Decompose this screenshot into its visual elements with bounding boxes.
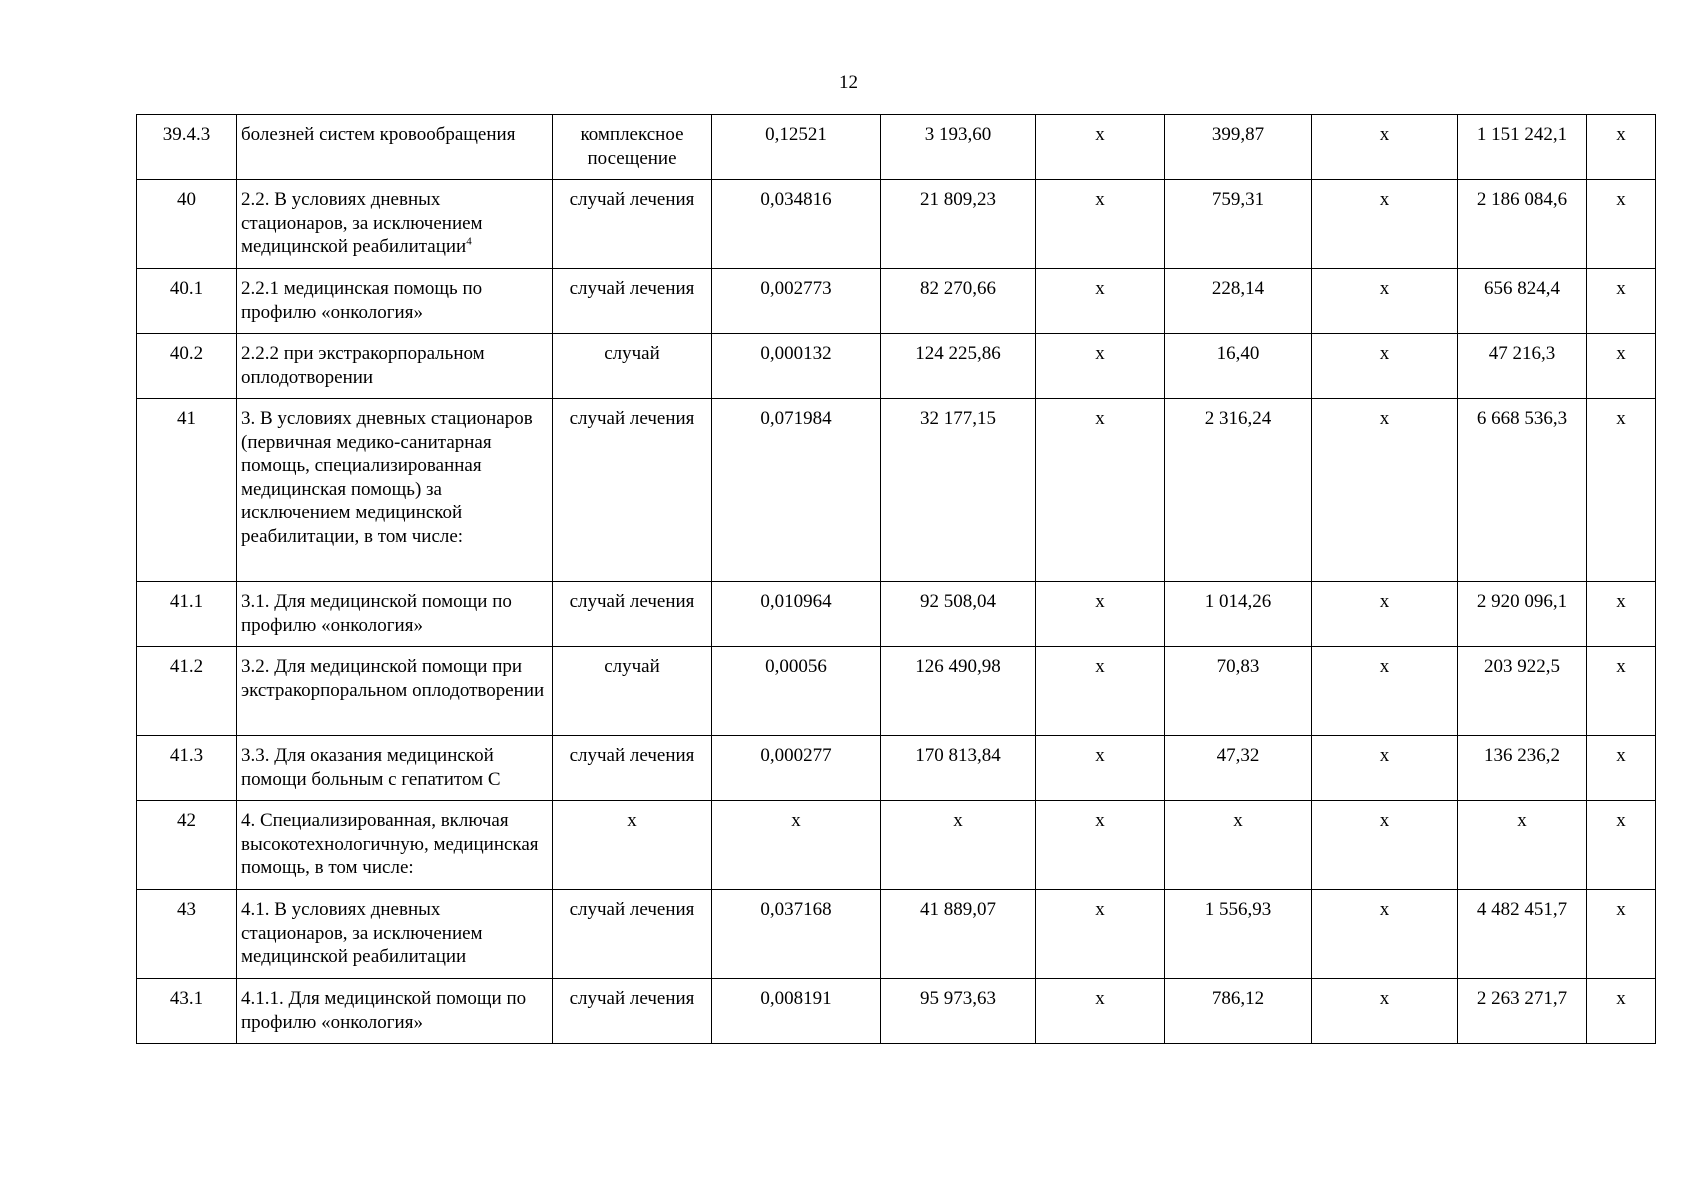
row-number-cell (137, 582, 237, 647)
col9-cell (1458, 399, 1587, 582)
table-row (137, 979, 1656, 1044)
col4-cell-text: 0,002773 (760, 278, 832, 299)
col4-cell (712, 582, 881, 647)
col6-cell (1036, 399, 1165, 582)
col8-cell-text: х (1379, 745, 1390, 766)
col10-cell (1587, 180, 1656, 269)
col5-cell (881, 334, 1036, 399)
row-name-cell-text: 4. Специализированная, включая высокотехнологичную, медицинская помощь, в том числе: (241, 810, 539, 878)
col6-cell-text: х (1095, 745, 1105, 766)
unit-cell-text: случай лечения (569, 408, 695, 429)
unit-cell (553, 399, 712, 582)
col8-cell (1312, 801, 1458, 890)
col6-cell (1036, 647, 1165, 736)
col9-cell-text: 1 151 242,1 (1476, 124, 1568, 145)
row-number-cell-text: 40.1 (169, 278, 204, 299)
col5-cell (881, 399, 1036, 582)
unit-cell-text: случай лечения (569, 591, 695, 612)
col8-cell (1312, 399, 1458, 582)
col5-cell-text: 92 508,04 (920, 591, 996, 612)
col9-cell (1458, 736, 1587, 801)
col9-cell-text: 2 186 084,6 (1476, 189, 1568, 210)
row-name-cell (237, 269, 553, 334)
footnote-marker: 4 (466, 235, 472, 248)
col7-cell (1165, 647, 1312, 736)
col8-cell-text: х (1379, 189, 1390, 210)
col5-cell (881, 269, 1036, 334)
col6-cell-text: х (1095, 899, 1105, 920)
unit-cell (553, 801, 712, 890)
col10-cell (1587, 647, 1656, 736)
row-name-cell-text: 2.2. В условиях дневных стационаров, за исключением медицинской реабилитации (241, 189, 483, 257)
col4-cell-text: 0,071984 (760, 408, 832, 429)
col7-cell (1165, 115, 1312, 180)
col7-cell-text: 1 014,26 (1204, 591, 1272, 612)
unit-cell-text: случай (604, 656, 660, 677)
col10-cell (1587, 115, 1656, 180)
col9-cell (1458, 115, 1587, 180)
col9-cell (1458, 269, 1587, 334)
col9-cell (1458, 582, 1587, 647)
col8-cell (1312, 269, 1458, 334)
col8-cell (1312, 582, 1458, 647)
col4-cell (712, 180, 881, 269)
col9-cell (1458, 801, 1587, 890)
col10-cell-text: х (1616, 745, 1626, 766)
row-name-cell-text: 4.1.1. Для медицинской помощи по профилю «онкология» (241, 988, 527, 1033)
table-row (137, 334, 1656, 399)
col10-cell-text: х (1616, 899, 1626, 920)
unit-cell-text: случай лечения (569, 899, 695, 920)
col4-cell (712, 979, 881, 1044)
col5-cell (881, 736, 1036, 801)
col10-cell-text: х (1616, 591, 1626, 612)
col10-cell-text: х (1616, 343, 1626, 364)
col10-cell-text: х (1616, 124, 1626, 145)
col7-cell-text: 70,83 (1216, 656, 1260, 677)
page-number: 12 (839, 72, 858, 93)
row-number-cell-text: 39.4.3 (162, 124, 211, 145)
col9-cell-text: 2 920 096,1 (1476, 591, 1568, 612)
col9-cell-text: 47 216,3 (1488, 343, 1556, 364)
unit-cell (553, 180, 712, 269)
table-row (137, 399, 1656, 582)
col8-cell (1312, 647, 1458, 736)
row-name-cell (237, 399, 553, 582)
col10-cell (1587, 736, 1656, 801)
row-name-cell (237, 180, 553, 269)
row-name-cell-text: 2.2.2 при экстракорпоральном оплодотворении (241, 343, 485, 388)
col8-cell-text: х (1379, 343, 1390, 364)
col7-cell (1165, 180, 1312, 269)
col8-cell-text: х (1379, 591, 1390, 612)
unit-cell (553, 582, 712, 647)
unit-cell (553, 979, 712, 1044)
col4-cell-text: 0,010964 (760, 591, 832, 612)
col6-cell-text: х (1095, 124, 1105, 145)
col4-cell-text: 0,037168 (760, 899, 832, 920)
col6-cell-text: х (1095, 591, 1105, 612)
col10-cell-text: х (1616, 408, 1626, 429)
col9-cell (1458, 647, 1587, 736)
col5-cell (881, 115, 1036, 180)
col8-cell-text: х (1379, 124, 1390, 145)
col9-cell-text: 203 922,5 (1484, 656, 1560, 677)
col9-cell-text: 136 236,2 (1484, 745, 1560, 766)
row-number-cell (137, 736, 237, 801)
col6-cell (1036, 979, 1165, 1044)
col4-cell (712, 890, 881, 979)
col5-cell-text: 41 889,07 (920, 899, 996, 920)
col7-cell (1165, 736, 1312, 801)
row-number-cell-text: 40.2 (169, 343, 204, 364)
col8-cell (1312, 890, 1458, 979)
col6-cell-text: х (1095, 343, 1105, 364)
col10-cell-text: х (1616, 988, 1626, 1009)
col6-cell-text: х (1095, 189, 1105, 210)
col8-cell-text: х (1379, 810, 1390, 831)
unit-cell (553, 269, 712, 334)
col10-cell-text: х (1616, 278, 1626, 299)
row-name-cell (237, 979, 553, 1044)
row-name-cell-text: 4.1. В условиях дневных стационаров, за исключением медицинской реабилитации (241, 899, 483, 967)
col6-cell (1036, 582, 1165, 647)
col10-cell (1587, 399, 1656, 582)
col6-cell-text: х (1095, 278, 1105, 299)
col10-cell-text: х (1616, 189, 1626, 210)
col5-cell (881, 647, 1036, 736)
col9-cell (1458, 180, 1587, 269)
col9-cell-text: 4 482 451,7 (1476, 899, 1568, 920)
col8-cell-text: х (1379, 988, 1390, 1009)
col6-cell-text: х (1095, 656, 1105, 677)
col4-cell (712, 399, 881, 582)
col10-cell-text: х (1616, 810, 1626, 831)
col7-cell-text: 399,87 (1211, 124, 1265, 145)
row-name-cell (237, 647, 553, 736)
col7-cell-text: 2 316,24 (1204, 408, 1272, 429)
row-number-cell (137, 890, 237, 979)
unit-cell (553, 890, 712, 979)
row-name-cell (237, 334, 553, 399)
table-row (137, 736, 1656, 801)
col4-cell-text: 0,000277 (760, 745, 832, 766)
unit-cell-text: х (627, 810, 637, 831)
col4-cell-text: 0,12521 (765, 124, 827, 145)
col6-cell (1036, 890, 1165, 979)
row-number-cell-text: 41 (177, 408, 196, 429)
unit-cell (553, 334, 712, 399)
unit-cell-text: случай (604, 343, 660, 364)
row-number-cell-text: 43 (177, 899, 196, 920)
unit-cell-text: комплексное посещение (580, 124, 684, 169)
col5-cell (881, 801, 1036, 890)
col7-cell (1165, 979, 1312, 1044)
row-name-cell-text: болезней систем кровообращения (241, 124, 516, 145)
table-row (137, 890, 1656, 979)
row-name-cell (237, 115, 553, 180)
col10-cell (1587, 890, 1656, 979)
col5-cell-text: 170 813,84 (915, 745, 1001, 766)
row-name-cell (237, 736, 553, 801)
col8-cell (1312, 180, 1458, 269)
col5-cell (881, 582, 1036, 647)
col9-cell (1458, 890, 1587, 979)
col7-cell (1165, 334, 1312, 399)
col5-cell-text: 95 973,63 (920, 988, 996, 1009)
col4-cell (712, 647, 881, 736)
col7-cell (1165, 801, 1312, 890)
col7-cell (1165, 582, 1312, 647)
col6-cell (1036, 334, 1165, 399)
col4-cell (712, 269, 881, 334)
col7-cell-text: 759,31 (1211, 189, 1265, 210)
col9-cell (1458, 979, 1587, 1044)
row-number-cell-text: 42 (177, 810, 196, 831)
row-number-cell (137, 180, 237, 269)
table-body (137, 115, 1656, 1044)
col5-cell-text: х (953, 810, 963, 831)
col4-cell-text: 0,00056 (765, 656, 827, 677)
row-number-cell-text: 40 (177, 189, 196, 210)
row-number-cell-text: 41.3 (169, 745, 204, 766)
col5-cell (881, 890, 1036, 979)
row-number-cell (137, 269, 237, 334)
unit-cell-text: случай лечения (569, 745, 695, 766)
col9-cell (1458, 334, 1587, 399)
row-name-cell-text: 3.1. Для медицинской помощи по профилю «онкология» (241, 591, 512, 636)
table-row (137, 647, 1656, 736)
row-number-cell (137, 979, 237, 1044)
row-number-cell (137, 801, 237, 890)
col5-cell (881, 180, 1036, 269)
col10-cell-text: х (1616, 656, 1626, 677)
col7-cell (1165, 399, 1312, 582)
unit-cell (553, 115, 712, 180)
col10-cell (1587, 801, 1656, 890)
row-number-cell-text: 41.1 (169, 591, 204, 612)
unit-cell-text: случай лечения (569, 189, 695, 210)
col9-cell-text: 656 824,4 (1484, 278, 1560, 299)
col6-cell-text: х (1095, 810, 1105, 831)
col5-cell-text: 126 490,98 (915, 656, 1001, 677)
unit-cell-text: случай лечения (569, 988, 695, 1009)
data-table (136, 114, 1656, 1044)
col4-cell (712, 334, 881, 399)
table-row (137, 180, 1656, 269)
col7-cell-text: х (1233, 810, 1243, 831)
col7-cell (1165, 269, 1312, 334)
col10-cell (1587, 979, 1656, 1044)
row-number-cell (137, 399, 237, 582)
row-name-cell (237, 801, 553, 890)
col8-cell (1312, 115, 1458, 180)
table-row (137, 115, 1656, 180)
col6-cell (1036, 115, 1165, 180)
table-row (137, 801, 1656, 890)
col5-cell-text: 3 193,60 (924, 124, 992, 145)
col10-cell (1587, 582, 1656, 647)
col6-cell-text: х (1095, 408, 1105, 429)
row-name-cell (237, 582, 553, 647)
col5-cell-text: 82 270,66 (920, 278, 996, 299)
col10-cell (1587, 334, 1656, 399)
col8-cell-text: х (1379, 408, 1390, 429)
col5-cell-text: 21 809,23 (920, 189, 996, 210)
row-number-cell-text: 43.1 (169, 988, 204, 1009)
col6-cell (1036, 736, 1165, 801)
unit-cell-text: случай лечения (569, 278, 695, 299)
col9-cell-text: х (1517, 810, 1527, 831)
unit-cell (553, 647, 712, 736)
col4-cell (712, 736, 881, 801)
col4-cell (712, 115, 881, 180)
col8-cell (1312, 334, 1458, 399)
col7-cell (1165, 890, 1312, 979)
row-name-cell-text: 2.2.1 медицинская помощь по профилю «онкология» (241, 278, 483, 323)
col8-cell-text: х (1379, 278, 1390, 299)
col6-cell (1036, 269, 1165, 334)
row-number-cell (137, 115, 237, 180)
col6-cell (1036, 180, 1165, 269)
col9-cell-text: 6 668 536,3 (1476, 408, 1568, 429)
table-row (137, 269, 1656, 334)
col7-cell-text: 16,40 (1216, 343, 1260, 364)
col5-cell-text: 32 177,15 (920, 408, 996, 429)
col8-cell (1312, 979, 1458, 1044)
unit-cell (553, 736, 712, 801)
col9-cell-text: 2 263 271,7 (1476, 988, 1568, 1009)
row-name-cell (237, 890, 553, 979)
row-name-cell-text: 3.2. Для медицинской помощи при экстракорпоральном оплодотворении (241, 656, 545, 701)
col7-cell-text: 228,14 (1211, 278, 1265, 299)
col7-cell-text: 786,12 (1211, 988, 1265, 1009)
col4-cell-text: 0,008191 (760, 988, 832, 1009)
col7-cell-text: 1 556,93 (1204, 899, 1272, 920)
col10-cell (1587, 269, 1656, 334)
col6-cell-text: х (1095, 988, 1105, 1009)
row-name-cell-text: 3.3. Для оказания медицинской помощи больным с гепатитом С (241, 745, 501, 790)
col5-cell-text: 124 225,86 (915, 343, 1001, 364)
col4-cell-text: 0,000132 (760, 343, 832, 364)
col5-cell (881, 979, 1036, 1044)
col4-cell-text: х (791, 810, 801, 831)
col8-cell-text: х (1379, 899, 1390, 920)
col8-cell-text: х (1379, 656, 1390, 677)
row-number-cell (137, 647, 237, 736)
col6-cell (1036, 801, 1165, 890)
row-number-cell-text: 41.2 (169, 656, 204, 677)
table-row (137, 582, 1656, 647)
row-name-cell-text: 3. В условиях дневных стационаров (первичная медико-санитарная помощь, специализированная медицинская помощь) за исключением медицинской реабилитации, в том числе: (241, 408, 533, 547)
row-number-cell (137, 334, 237, 399)
col4-cell-text: 0,034816 (760, 189, 832, 210)
col4-cell (712, 801, 881, 890)
col8-cell (1312, 736, 1458, 801)
col7-cell-text: 47,32 (1216, 745, 1260, 766)
